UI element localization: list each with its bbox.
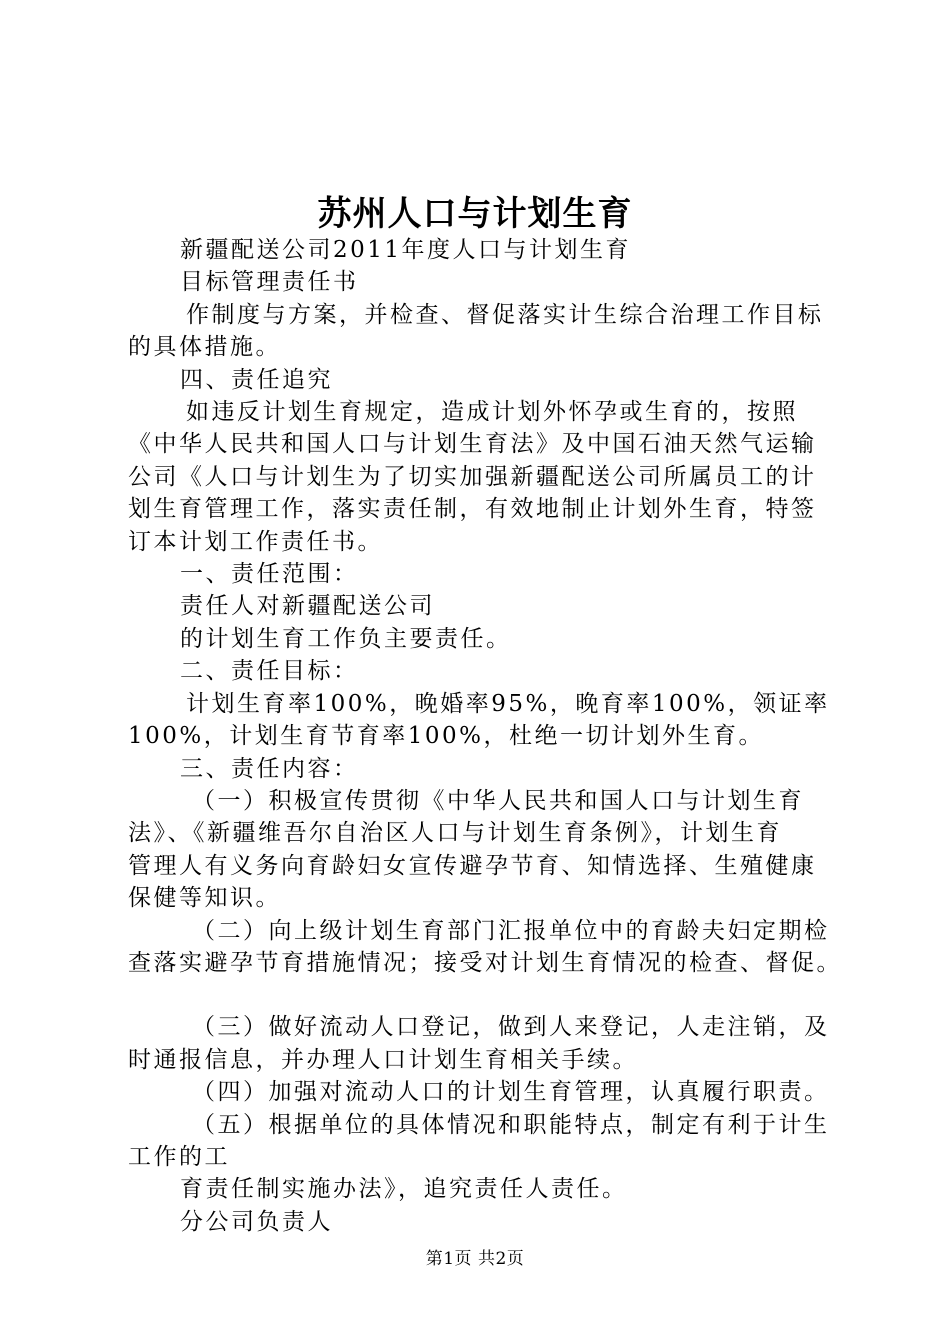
paragraph-line: （五）根据单位的具体情况和职能特点，制定有利于计生 <box>192 1111 830 1138</box>
paragraph-line: 公司《人口与计划生为了切实加强新疆配送公司所属员工的计 <box>128 463 817 490</box>
paragraph-line: 育责任制实施办法》，追究责任人责任。 <box>180 1176 628 1203</box>
paragraph-line: 时通报信息，并办理人口计划生育相关手续。 <box>128 1046 638 1073</box>
document-title: 苏州人口与计划生育 <box>317 194 633 234</box>
section-heading: 三、责任内容： <box>180 755 359 782</box>
blank-line <box>128 979 838 1011</box>
paragraph-line: 订本计划工作责任书。 <box>128 528 383 555</box>
section-heading: 四、责任追究 <box>180 366 333 393</box>
paragraph-line: 保健等知识。 <box>128 885 281 912</box>
section-heading: 二、责任目标： <box>180 658 359 685</box>
paragraph-line: 分公司负责人 <box>180 1208 333 1235</box>
document-body <box>128 234 842 1238</box>
paragraph-line: 工作的工 <box>128 1143 230 1170</box>
paragraph-line: （四）加强对流动人口的计划生育管理，认真履行职责。 <box>192 1079 830 1106</box>
paragraph-line: 查落实避孕节育措施情况；接受对计划生育情况的检查、督促。 <box>128 949 842 976</box>
page-footer: 第1页 共2页 <box>425 1249 525 1269</box>
paragraph-line: （一）积极宣传贯彻《中华人民共和国人口与计划生育 <box>192 787 804 814</box>
paragraph-line: 100%，计划生育节育率100%，杜绝一切计划外生育。 <box>128 723 765 750</box>
paragraph-line: （二）向上级计划生育部门汇报单位中的育龄夫妇定期检 <box>192 917 830 944</box>
paragraph-line: 的具体措施。 <box>128 334 281 361</box>
section-heading: 一、责任范围： <box>180 561 359 588</box>
paragraph-line: 如违反计划生育规定，造成计划外怀孕或生育的，按照 <box>186 399 798 426</box>
paragraph-line: （三）做好流动人口登记，做到人来登记，人走注销，及 <box>192 1014 830 1041</box>
paragraph-line: 作制度与方案，并检查、督促落实计生综合治理工作目标 <box>186 301 824 328</box>
paragraph-line: 管理人有义务向育龄妇女宣传避孕节育、知情选择、生殖健康 <box>128 852 817 879</box>
paragraph-line: 目标管理责任书 <box>180 269 359 296</box>
paragraph-line: 责任人对新疆配送公司 <box>180 593 435 620</box>
paragraph-line: 的计划生育工作负主要责任。 <box>180 625 512 652</box>
paragraph-line: 法》、《新疆维吾尔自治区人口与计划生育条例》，计划生育 <box>128 820 782 847</box>
paragraph-line: 计划生育率100%，晚婚率95%，晚育率100%，领证率 <box>186 690 830 717</box>
paragraph-line: 新疆配送公司2011年度人口与计划生育 <box>180 237 632 263</box>
paragraph-line: 《中华人民共和国人口与计划生育法》及中国石油天然气运输 <box>128 431 817 458</box>
paragraph-line: 划生育管理工作，落实责任制，有效地制止计划外生育，特签 <box>128 496 817 523</box>
